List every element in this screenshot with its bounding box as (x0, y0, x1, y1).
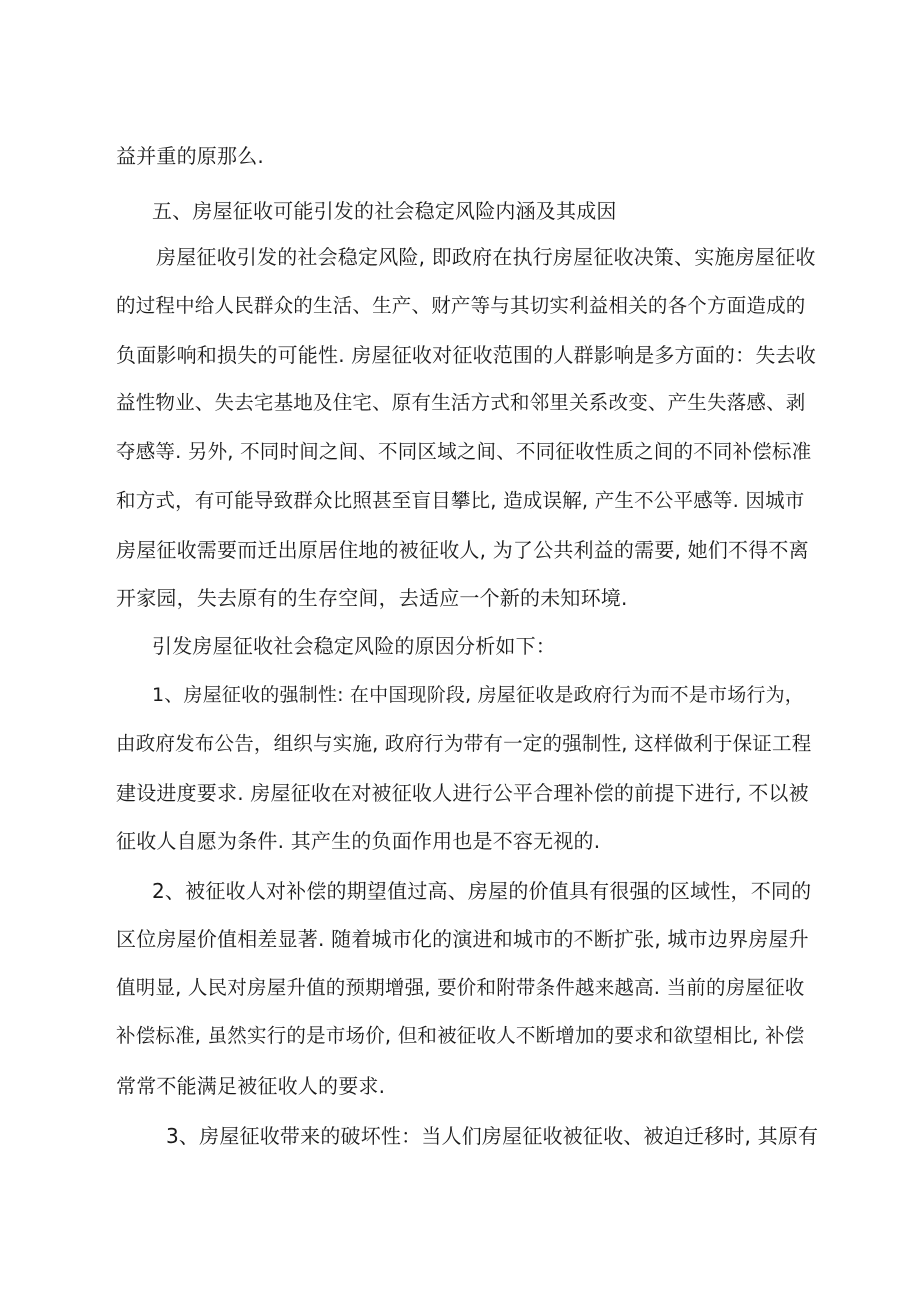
list-item-1-line: 征收人自愿为条件. 其产生的负面作用也是不容无视的. (116, 829, 601, 853)
list-item-2-line: 2、被征收人对补偿的期望值过高、房屋的价值具有很强的区域性，不同的 (152, 879, 812, 903)
list-item-2-line: 常常不能满足被征收人的要求. (116, 1074, 386, 1098)
paragraph-line: 的过程中给人民群众的生活、生产、财产等与其切实利益相关的各个方面造成的 (116, 294, 806, 317)
paragraph-line: 房屋征收需要而迁出原居住地的被征收人, 为了公共利益的需要, 她们不得不离 (116, 538, 809, 562)
list-item-1-line: 由政府发布公告，组织与实施, 政府行为带有一定的强制性, 这样做利于保证工程 (116, 732, 812, 755)
list-item-3-line: 3、房屋征收带来的破坏性：当人们房屋征收被征收、被迫迁移时, 其原有 (166, 1124, 819, 1148)
paragraph-line: 房屋征收引发的社会稳定风险, 即政府在执行房屋征收决策、实施房屋征收 (156, 245, 816, 269)
paragraph-line: 开家园，失去原有的生存空间，去适应一个新的未知环境. (116, 586, 628, 610)
paragraph-line: 和方式，有可能导致群众比照甚至盲目攀比, 造成误解, 产生不公平感等. 因城市 (116, 489, 805, 512)
paragraph-line: 益性物业、失去宅基地及住宅、原有生活方式和邻里关系改变、产生失落感、剥 (116, 391, 806, 414)
paragraph-intro: 引发房屋征收社会稳定风险的原因分析如下： (152, 634, 556, 658)
paragraph-line: 负面影响和损失的可能性. 房屋征收对征收范围的人群影响是多方面的：失去收 (116, 343, 816, 367)
text-line-continuation: 益并重的原那么. (116, 144, 264, 168)
list-item-1-line: 建设进度要求. 房屋征收在对被征收人进行公平合理补偿的前提下进行, 不以被 (116, 781, 809, 805)
paragraph-line: 夺感等. 另外, 不同时间之间、不同区域之间、不同征收性质之间的不同补偿标准 (116, 440, 812, 463)
section-heading-5: 五、房屋征收可能引发的社会稳定风险内涵及其成因 (152, 199, 617, 223)
list-item-2-line: 区位房屋价值相差显著. 随着城市化的演进和城市的不断扩张, 城市边界房屋升 (116, 927, 809, 951)
list-item-2-line: 补偿标准, 虽然实行的是市场价, 但和被征收人不断增加的要求和欲望相比, 补偿 (116, 1024, 805, 1047)
list-item-1-line: 1、房屋征收的强制性: 在中国现阶段, 房屋征收是政府行为而不是市场行为， (152, 684, 805, 706)
list-item-2-line: 值明显, 人民对房屋升值的预期增强, 要价和附带条件越来越高. 当前的房屋征收 (116, 976, 805, 999)
